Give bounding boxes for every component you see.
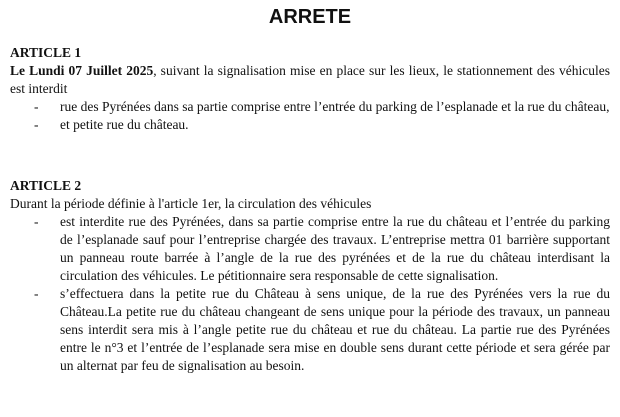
article-2-item-text: s’effectuera dans la petite rue du Château à sens unique, de la rue des Pyrénées vers la rue du Château.La petite rue du château changeant de sens unique pour la période des travaux, un panneau sens interdit sera mis à l’angle petite rue du château et rue du château. La partie rue des Pyrénées entre le n°3 et l’entrée de l’esplanade sera mise en double sens durant cette période et sera gérée par un alternat par feu de signalisation au besoin. xyxy=(60,286,610,373)
bullet-dash: - xyxy=(34,99,39,114)
article-2-item-text: est interdite rue des Pyrénées, dans sa partie comprise entre la rue du château et l’entrée du parking de l’esplanade sauf pour l’entreprise chargée des travaux. L’entreprise mettra 01 barrière supportant un panneau route barrée à l’angle de la rue des pyrénées et de la rue du château interdisant la circulation des véhicules. Le pétitionnaire sera responsable de cette signalisation. xyxy=(60,214,610,283)
article-1 xyxy=(10,44,610,134)
article-2-list xyxy=(10,213,610,375)
article-1-list xyxy=(10,98,610,134)
article-1-item-text: et petite rue du château. xyxy=(60,117,189,132)
article-1-date: Le Lundi 07 Juillet 2025 xyxy=(10,63,154,78)
article-1-intro xyxy=(10,62,610,98)
document-title: ARRETE xyxy=(268,6,352,28)
article-2-list-item xyxy=(10,285,610,375)
bullet-dash: - xyxy=(34,117,39,132)
bullet-dash: - xyxy=(34,214,39,229)
article-1-list-item xyxy=(10,116,610,134)
article-2 xyxy=(10,177,610,375)
article-1-item-text: rue des Pyrénées dans sa partie comprise entre l’entrée du parking de l’esplanade et la rue du château, xyxy=(60,99,610,114)
bullet-dash: - xyxy=(34,286,39,301)
article-2-list-item xyxy=(10,213,610,285)
article-1-list-item xyxy=(10,98,610,116)
article-1-heading: ARTICLE 1 xyxy=(10,45,82,60)
article-2-heading: ARTICLE 2 xyxy=(10,178,82,193)
article-1-intro-text: , suivant la signalisation mise en place sur les lieux, le stationnement des véhicules est interdit xyxy=(10,63,610,96)
article-2-intro: Durant la période définie à l'article 1er, la circulation des véhicules xyxy=(10,196,372,211)
